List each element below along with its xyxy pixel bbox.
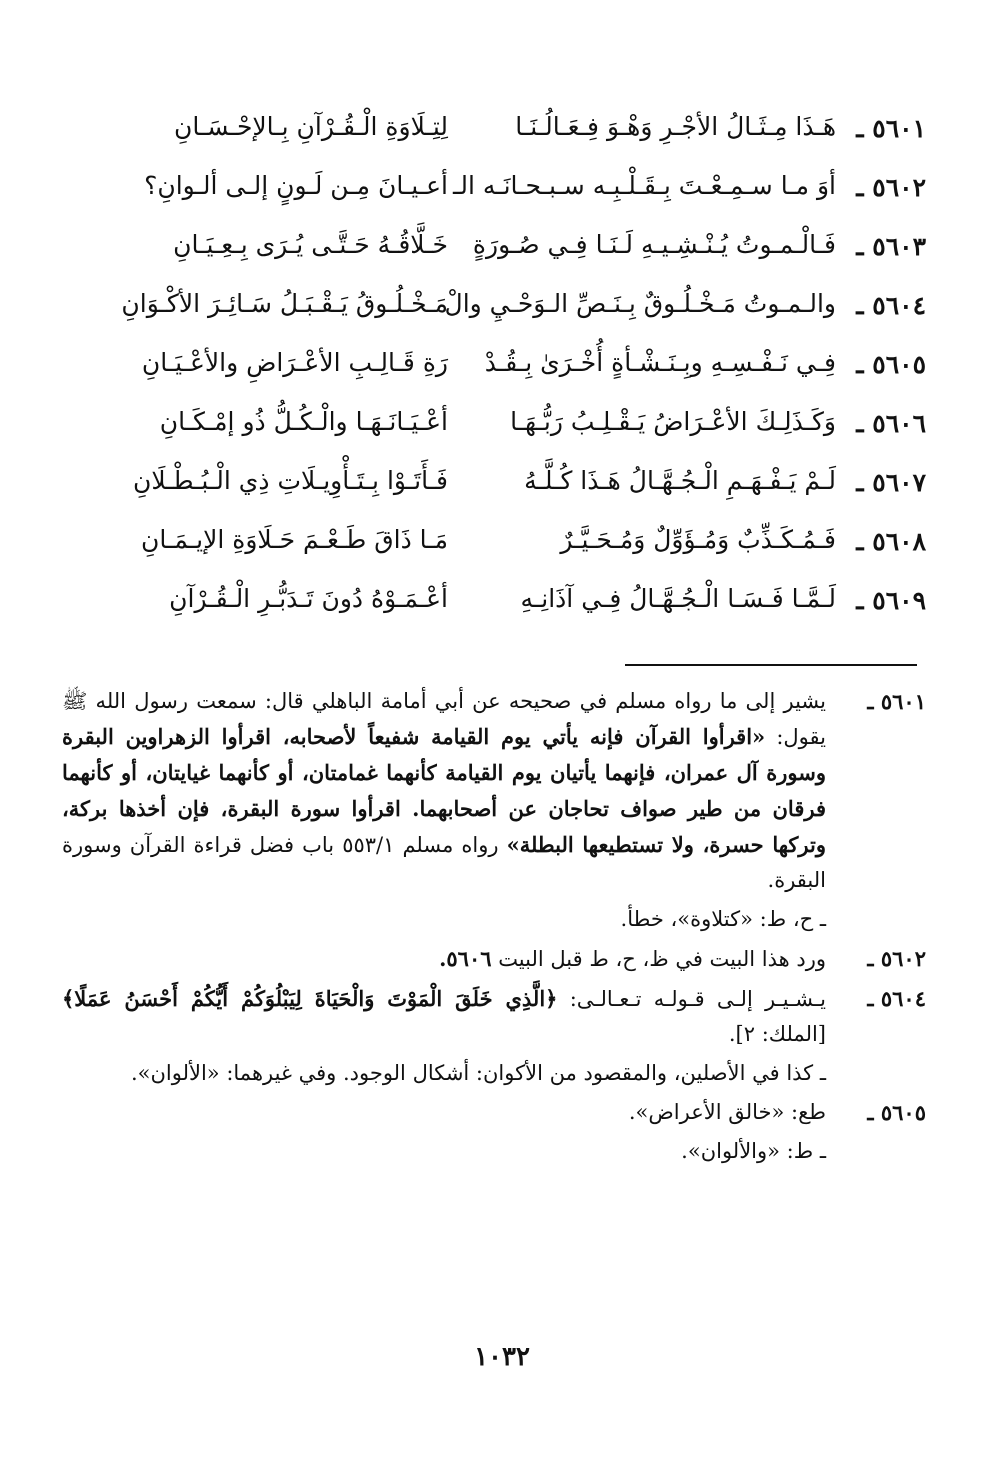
first-hemistich: لَـمْ يَـفْـهَـمِ الْـجُـهَّـالُ هَـذَا كُـلَّـهُ xyxy=(524,466,836,495)
verse-number: ٥٦٠٣ ـ xyxy=(856,232,926,261)
footnote-5602 xyxy=(62,941,926,977)
verse-number: ٥٦٠٧ ـ xyxy=(856,468,926,497)
hadith-source: رواه مسلم ٥٥٣/١ باب فضل قراءة القرآن وسورة البقرة. xyxy=(62,833,826,892)
verse-number: ٥٦٠٨ ـ xyxy=(856,527,926,556)
footnote-5601-variant: ـ ح، ط: «كتلاوة»، خطأ. xyxy=(620,907,826,931)
second-hemistich: مَـخْـلُـوقُ يَـقْـبَـلُ سَـائِـرَ الأكْـوَانِ xyxy=(121,289,448,318)
first-hemistich: فَـالْـمـوتُ يُـنْـشِـيـهِ لَـنَـا فِـي صُـورَةٍ xyxy=(472,230,836,259)
first-hemistich: لَـمَّـا فَـسَـا الْـجُـهَّـالُ فِـي آذَانِـهِ xyxy=(520,584,836,613)
footnote-text: طع: «خالق الأعراض». xyxy=(628,1100,826,1124)
verse-5609 xyxy=(60,578,926,637)
verse-number: ٥٦٠١ ـ xyxy=(856,114,926,143)
first-hemistich: فِـي نَـفْـسِـهِ وبِـنَـشْـأةٍ أُخْـرَىٰ بِـقُـدْ xyxy=(484,348,836,377)
second-hemistich: مَـا ذَاقَ طَـعْـمَ حَـلَاوَةِ الإيـمَـانِ xyxy=(141,525,448,554)
footnote-5604 xyxy=(62,981,926,1052)
verse-5601 xyxy=(60,106,926,165)
footnote-intro: يشير إلى ما رواه مسلم في صحيحه عن أبي أمامة الباهلي قال: سمعت رسول الله ﷺ يقول: xyxy=(62,689,826,749)
second-hemistich: لِتِـلَاوَةِ الْـقُـرْآنِ بِـالإحْـسَـانِ xyxy=(174,112,448,141)
verse-reference: ٥٦٠٦. xyxy=(439,946,492,971)
footnote-separator xyxy=(625,664,917,666)
first-hemistich: وَكَـذَلِـكَ الأعْـرَاضُ يَـقْـلِـبُ رَبُّـهَـا xyxy=(510,407,836,436)
verse-number: ٥٦٠٢ ـ xyxy=(856,173,926,202)
first-hemistich: هَـذَا مِـثَـالُ الأجْـرِ وَهْـوَ فِـعَـالُـنَـا xyxy=(515,112,836,141)
verse-5604 xyxy=(60,283,926,342)
footnote-5601 xyxy=(62,684,926,898)
verse-5608 xyxy=(60,519,926,578)
verse-5605 xyxy=(60,342,926,401)
second-hemistich: فَـأَتَـوْا بِـتَـأْوِيـلَاتِ ذِي الْـبُـطْـلَانِ xyxy=(132,466,448,495)
hadith-quote: «اقرأوا القرآن فإنه يأتي يوم القيامة شفيعاً لأصحابه، اقرأوا الزهراوين البقرة وسورة آل عمران، فإنهما يأتيان يوم القيامة كأنهما غمامتان، أو كأنهما غيايتان، أو كأنهما فرقان من طير صواف تحاجان عن أصحابهما. اقرأوا سورة البقرة، فإن أخذها بركة، وتركها حسرة، ولا تستطيعها البطلة» xyxy=(62,724,826,857)
footnote-5604-variant: ـ كذا في الأصلين، والمقصود من الأكوان: أشكال الوجود. وفي غيرهما: «الألوان». xyxy=(130,1061,826,1085)
page-number: ١٠٣٢ xyxy=(474,1342,530,1372)
footnotes xyxy=(62,684,926,1173)
footnote-number: ٥٦٠٢ ـ xyxy=(867,946,926,971)
footnote-text: ورد هذا البيت في ظ، ح، ط قبل البيت xyxy=(491,947,826,971)
verse-5603 xyxy=(60,224,926,283)
verse-number: ٥٦٠٩ ـ xyxy=(856,586,926,615)
footnote-number: ٥٦٠١ ـ xyxy=(867,689,926,714)
verse-5607 xyxy=(60,460,926,519)
footnote-5605 xyxy=(62,1095,926,1130)
verse-number: ٥٦٠٤ ـ xyxy=(856,291,926,320)
verse-number: ٥٦٠٦ ـ xyxy=(856,409,926,438)
poem xyxy=(60,106,926,637)
footnote-text: يـشـيـر إلـى قـولـه تـعـالـى: xyxy=(557,987,826,1011)
first-hemistich: والـمـوتُ مَـخْـلُـوقٌ بِـنَـصِّ الـوَحْـيِ والْ xyxy=(444,289,836,318)
footnote-number: ٥٦٠٥ ـ xyxy=(867,1100,926,1125)
first-hemistich: أوَ مـا سـمِـعْـتَ بِـقَـلْـبِـه سـبـحـانَـه الـ xyxy=(453,171,836,200)
quran-citation: [الملك: ٢]. xyxy=(728,1022,826,1046)
second-hemistich: خَـلَّاقُـهُ حَـتَّـى يُـرَى بِـعِـيَـانِ xyxy=(173,230,448,259)
second-hemistich: رَةِ قَـالِـبِ الأعْـرَاضِ والأعْـيَـانِ xyxy=(141,348,448,377)
quran-quote: ﴿الَّذِي خَلَقَ الْمَوْتَ وَالْحَيَاةَ لِيَبْلُوَكُمْ أَيُّكُمْ أَحْسَنُ عَمَلًا﴾ xyxy=(62,986,558,1011)
verse-5606 xyxy=(60,401,926,460)
footnote-number: ٥٦٠٤ ـ xyxy=(867,986,926,1011)
first-hemistich: فَـمُـكَـذِّبٌ وَمُـؤَوِّلٌ وَمُـحَـيَّـرٌ xyxy=(560,525,836,554)
footnote-5605-variant: ـ ط: «والألوان». xyxy=(681,1139,826,1163)
verse-number: ٥٦٠٥ ـ xyxy=(856,350,926,379)
verse-5602 xyxy=(60,165,926,224)
second-hemistich: أعْـيَـانَـهَـا والْـكُـلُّ ذُو إمْـكَـانِ xyxy=(159,407,448,436)
second-hemistich: أعْـمَـوْهُ دُونَ تَـدَبُّـرِ الْـقُـرْآنِ xyxy=(169,584,448,613)
second-hemistich: أعـيـانَ مِـن لَـونٍ إلـى ألـوانِ؟ xyxy=(144,171,448,200)
